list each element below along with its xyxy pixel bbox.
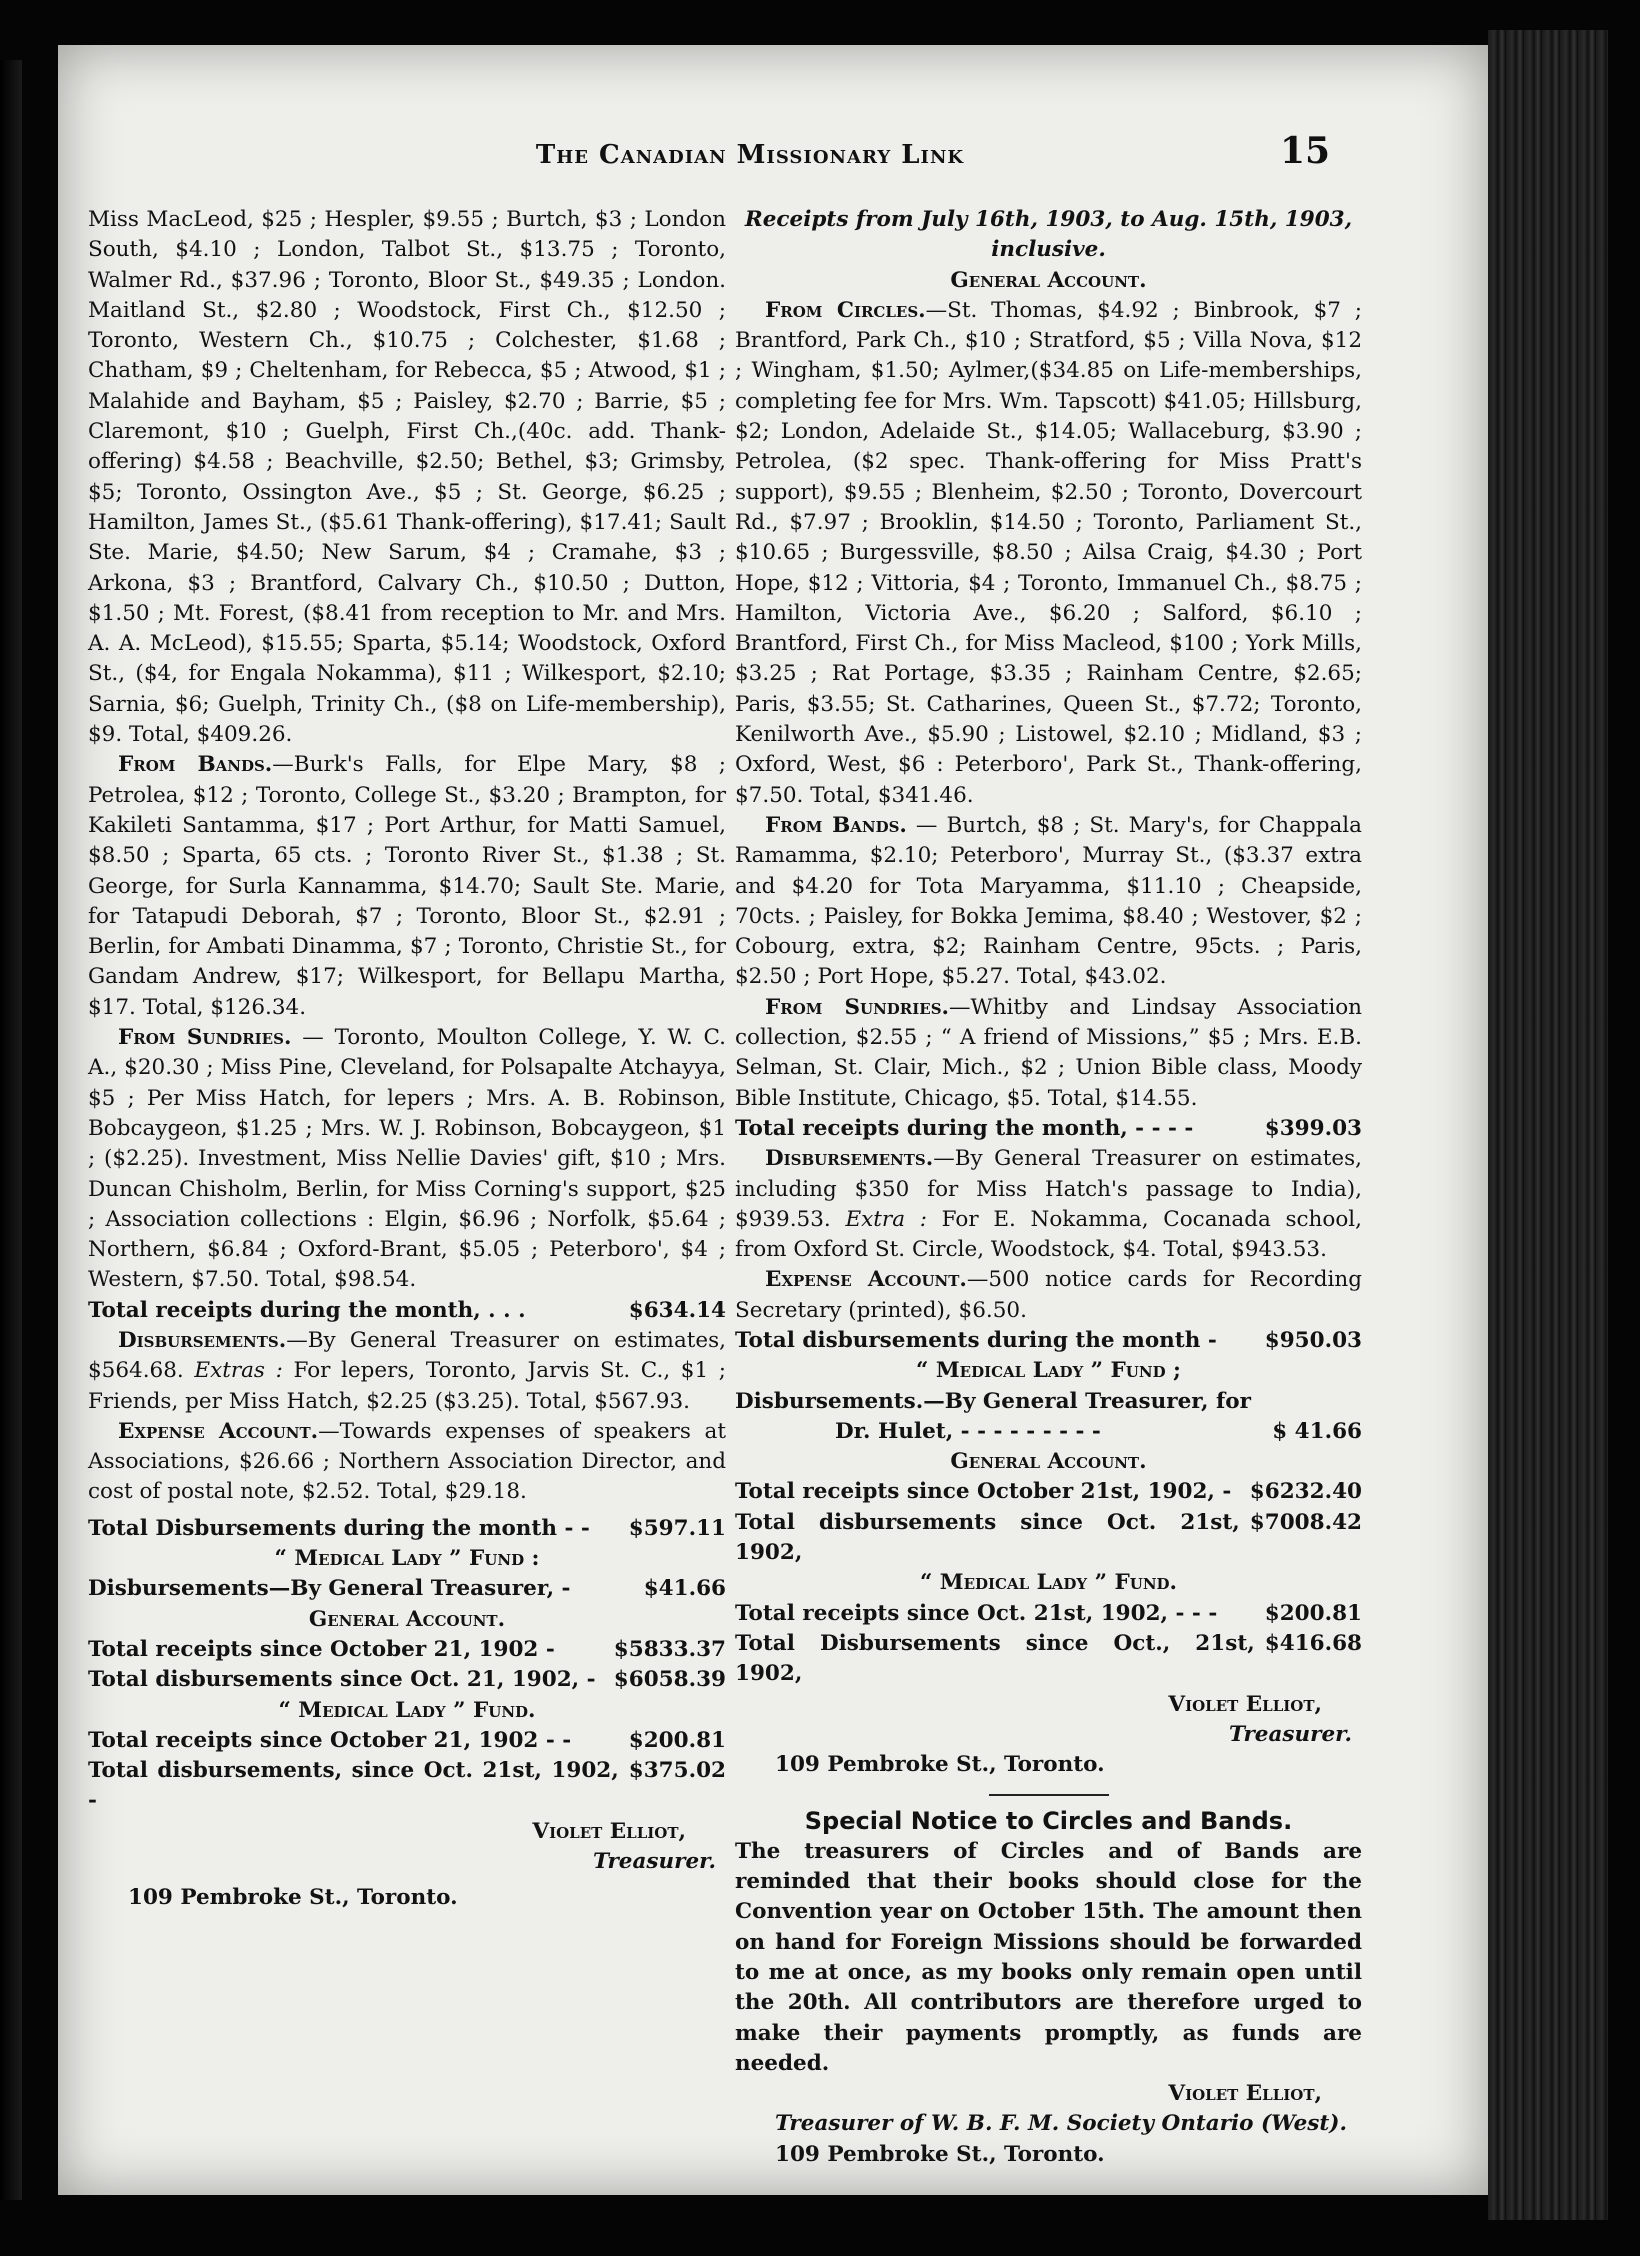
medical-disbursements-total-line-right <box>735 1629 1362 1690</box>
general-account-heading: General Account. <box>308 1606 506 1632</box>
sundries-label-right: From Sundries. <box>765 994 950 1020</box>
sundries-text: — Toronto, Moulton College, Y. W. C. A., $20.30 ; Miss Pine, Cleveland, for Polsapalte Atchayya, $5 ; Per Miss Hatch, for lepers ; Mrs. A. B. Robinson, Bobcaygeon, $1.25 ; Mrs. W. J. Robinson, Bobcaygeon, $1 ; ($2.25). Investment, Miss Nellie Davies' gift, $10 ; Mrs. Duncan Chisholm, Berlin, for Miss Corning's support, $25 ; Association collections : Elgin, $6.96 ; Norfolk, $5.64 ; Northern, $6.84 ; Oxford-Brant, $5.05 ; Peterboro', $4 ; Western, $7.50. Total, $98.54. <box>88 1025 726 1293</box>
total-receipts-label-right: Total receipts during the month, - - - - <box>735 1115 1194 1141</box>
notice-address: 109 Pembroke St., Toronto. <box>775 2141 1105 2167</box>
bands-text-right: — Burtch, $8 ; St. Mary's, for Chappala Ramamma, $2.10; Peterboro', Murray St., ($3.37 extra and $4.20 for Tota Maryamma, $11.10 ; Cheapside, 70cts. ; Paisley, for Bokka Jemima, $8.40 ; Westover, $2 ; Cobourg, extra, $2; Rainham Centre, 95cts. ; Paris, $2.50 ; Port Hope, $5.27. Total, $43.02. <box>735 812 1362 990</box>
signature-right: Violet Elliot, <box>1168 1691 1322 1717</box>
total-disbursements-line-right <box>735 1326 1362 1356</box>
address: 109 Pembroke St., Toronto. <box>128 1885 458 1911</box>
total-disbursements-label: Total Disbursements during the month - - <box>88 1515 590 1541</box>
medical-disbursements-amount-right: $ 41.66 <box>1272 1418 1362 1444</box>
disbursements-paragraph-right <box>735 1144 1362 1265</box>
medical-receipts-amount-right: $200.81 <box>1264 1600 1362 1626</box>
general-receipts-amount: $5833.37 <box>613 1636 726 1662</box>
general-receipts-amount-right: $6232.40 <box>1249 1479 1362 1505</box>
medical-fund-heading-2: “ Medical Lady ” Fund. <box>278 1697 536 1723</box>
circles-receipts-continued: Miss MacLeod, $25 ; Hespler, $9.55 ; Burtch, $3 ; London South, $4.10 ; London, Talbot St., $13.75 ; Toronto, Walmer Rd., $37.96 ; Toronto, Bloor St., $49.35 ; London. Maitland St., $2.80 ; Woodstock, First Ch., $12.50 ; Toronto, Western Ch., $10.75 ; Colchester, $1.68 ; Chatham, $9 ; Cheltenham, for Rebecca, $5 ; Atwood, $1 ; Malahide and Bayham, $5 ; Paisley, $2.70 ; Barrie, $5 ; Claremont, $10 ; Guelph, First Ch.,(40c. add. Thank-offering) $4.58 ; Beachville, $2.50; Bethel, $3; Grimsby, $5; Toronto, Ossington Ave., $5 ; St. George, $6.25 ; Hamilton, James St., ($5.61 Thank-offering), $17.41; Sault Ste. Marie, $4.50; New Sarum, $4 ; Cramahe, $3 ; Arkona, $3 ; Brantford, Calvary Ch., $10.50 ; Dutton, $1.50 ; Mt. Forest, ($8.41 from reception to Mr. and Mrs. A. A. McLeod), $15.55; Sparta, $5.14; Woodstock, Oxford St., ($4, for Engala Nokamma), $11 ; Wilkesport, $2.10; Sarnia, $6; Guelph, Trinity Ch., ($8 on Life-membership), $9. Total, $409.26. <box>88 207 726 748</box>
medical-disbursements-line <box>88 1574 726 1604</box>
bands-text: —Burk's Falls, for Elpe Mary, $8 ; Petrolea, $12 ; Toronto, College St., $3.20 ; Brampton, for Kakileti Santamma, $17 ; Port Arthur, for Matti Samuel, $8.50 ; Sparta, 65 cts. ; Toronto River St., $1.38 ; St. George, for Surla Kannamma, $14.70; Sault Ste. Marie, for Tatapudi Deborah, $7 ; Toronto, Bloor St., $2.91 ; Berlin, for Ambati Dinamma, $7 ; Toronto, Christie St., for Gandam Andrew, $17; Wilkesport, for Bellapu Martha, $17. Total, $126.34. <box>88 752 727 1020</box>
notice-signature-title: Treasurer of W. B. F. M. Society Ontario (West). <box>775 2111 1347 2137</box>
general-disbursements-label: Total disbursements since Oct. 21, 1902, - <box>88 1667 596 1693</box>
medical-fund-heading: “ Medical Lady ” Fund : <box>274 1546 540 1572</box>
receipts-title: Receipts from July 16th, 1903, to Aug. 15th, 1903, inclusive. <box>744 207 1353 263</box>
extras-text: For lepers, Toronto, Jarvis St. C., $1 ; Friends, per Miss Hatch, $2.25 ($3.25). Total, $567.93. <box>88 1358 727 1414</box>
section-divider <box>989 1794 1109 1796</box>
medical-fund-heading-right-2: “ Medical Lady ” Fund. <box>919 1570 1178 1596</box>
medical-receipts-label-right: Total receipts since Oct. 21st, 1902, - - - <box>735 1600 1218 1626</box>
medical-disbursements-label: Disbursements—By General Treasurer, - <box>88 1576 571 1602</box>
medical-disbursements-line-right <box>735 1417 1362 1447</box>
notice-heading: Special Notice to Circles and Bands. <box>804 1807 1293 1836</box>
extras-label: Extras : <box>194 1358 283 1384</box>
signature-title: Treasurer. <box>593 1849 716 1875</box>
expense-paragraph <box>88 1417 726 1508</box>
total-disbursements-amount-right: $950.03 <box>1264 1327 1362 1353</box>
medical-receipts-line <box>88 1726 726 1756</box>
medical-receipts-amount: $200.81 <box>628 1727 726 1753</box>
notice-text: The treasurers of Circles and of Bands are reminded that their books should close for the Convention year on October 15th. The amount then on hand for Foreign Missions should be forwarded to me at once, as my books only remain open until the 20th. All contributors are therefore urged to make their payments promptly, as funds are needed. <box>735 1838 1362 2076</box>
general-receipts-label-right: Total receipts since October 21st, 1902, - <box>735 1479 1232 1505</box>
bands-label: From Bands. <box>118 752 273 778</box>
disbursements-text: —By General Treasurer on estimates, $564.68. <box>88 1327 726 1384</box>
address-right: 109 Pembroke St., Toronto. <box>775 1752 1105 1778</box>
circles-paragraph <box>735 296 1362 811</box>
expense-text: —Towards expenses of speakers at Associations, $26.66 ; Northern Association Director, and cost of postal note, $2.52. Total, $29.18. <box>88 1418 727 1505</box>
expense-label-right: Expense Account. <box>765 1267 967 1293</box>
total-disbursements-amount: $597.11 <box>628 1515 726 1541</box>
total-disbursements-label-right: Total disbursements during the month - <box>735 1327 1217 1353</box>
left-column <box>88 205 726 1914</box>
bands-paragraph <box>88 750 726 1023</box>
general-disbursements-amount-right: $7008.42 <box>1249 1509 1362 1535</box>
special-notice <box>735 1806 1362 2170</box>
medical-disbursements-text-right: Disbursements.—By General Treasurer, for <box>735 1388 1251 1414</box>
general-receipts-line-right <box>735 1477 1362 1507</box>
medical-disbursements-label-right: Dr. Hulet, - - - - - - - - - <box>835 1418 1101 1444</box>
medical-receipts-label: Total receipts since October 21, 1902 - - <box>88 1727 572 1753</box>
disbursements-label: Disbursements. <box>118 1327 287 1353</box>
expense-label: Expense Account. <box>118 1418 319 1444</box>
bands-paragraph-right <box>735 811 1362 993</box>
general-disbursements-line <box>88 1665 726 1695</box>
disbursements-label-right: Disbursements. <box>765 1146 934 1172</box>
sundries-paragraph <box>88 1023 726 1296</box>
notice-signature: Violet Elliot, <box>1168 2081 1322 2107</box>
sundries-paragraph-right <box>735 993 1362 1114</box>
expense-text-right: —500 notice cards for Recording Secretary (printed), $6.50. <box>735 1267 1363 1323</box>
medical-disbursements-total-line <box>88 1756 726 1817</box>
medical-receipts-line-right <box>735 1599 1362 1629</box>
general-account-heading-right: General Account. <box>950 267 1147 293</box>
extra-text-right: For E. Nokamma, Cocanada school, from Oxford St. Circle, Woodstock, $4. Total, $943.53. <box>735 1206 1362 1263</box>
signature-title-right: Treasurer. <box>1229 1721 1352 1747</box>
total-receipts-amount-right: $399.03 <box>1264 1115 1362 1141</box>
total-receipts-amount: $634.14 <box>628 1297 726 1323</box>
sundries-label: From Sundries. <box>118 1025 292 1051</box>
sundries-text-right: —Whitby and Lindsay Association collection, $2.55 ; “ A friend of Missions,” $5 ; Mrs. E.B. Selman, St. Clair, Mich., $2 ; Union Bible class, Moody Bible Institute, Chicago, $5. Total, $14.55. <box>735 994 1362 1111</box>
medical-disbursements-total-label-right: Total Disbursements since Oct., 21st, 1902, <box>735 1630 1255 1687</box>
medical-fund-heading-right: “ Medical Lady ” Fund ; <box>915 1358 1181 1384</box>
medical-disbursements-amount: $41.66 <box>643 1576 726 1602</box>
expense-paragraph-right <box>735 1265 1362 1326</box>
right-column <box>735 205 1362 2170</box>
general-receipts-label: Total receipts since October 21, 1902 - <box>88 1636 555 1662</box>
circles-label: From Circles. <box>765 297 926 323</box>
general-disbursements-amount: $6058.39 <box>613 1667 726 1693</box>
total-receipts-label: Total receipts during the month, . . . <box>88 1297 526 1323</box>
general-account-heading-right-2: General Account. <box>950 1449 1147 1475</box>
extra-label-right: Extra : <box>845 1206 927 1232</box>
general-disbursements-label-right: Total disbursements since Oct. 21st, 1902, <box>735 1509 1240 1566</box>
book-page-edges <box>1488 30 1608 2220</box>
page-header-title: The Canadian Missionary Link <box>535 140 965 170</box>
bands-label-right: From Bands. <box>765 812 907 838</box>
total-receipts-line-right <box>735 1114 1362 1144</box>
circles-text: —St. Thomas, $4.92 ; Binbrook, $7 ; Brantford, Park Ch., $10 ; Stratford, $5 ; Villa Nova, $12 ; Wingham, $1.50; Aylmer,($34.85 on Life-memberships, completing fee for Mrs. Wm. Tapscott) $41.05; Hillsburg, $2; London, Adelaide St., $14.05; Wallaceburg, $3.90 ; Petrolea, ($2 spec. Thank-offering for Miss Pratt's support), $9.55 ; Blenheim, $2.50 ; Toronto, Dovercourt Rd., $7.97 ; Brooklin, $14.50 ; Toronto, Parliament St., $10.65 ; Burgessville, $8.50 ; Ailsa Craig, $4.30 ; Port Hope, $12 ; Vittoria, $4 ; Toronto, Immanuel Ch., $8.75 ; Hamilton, Victoria Ave., $6.20 ; Salford, $6.10 ; Brantford, First Ch., for Miss Macleod, $100 ; York Mills, $3.25 ; Rat Portage, $3.35 ; Rainham Centre, $2.65; Paris, $3.55; St. Catharines, Queen St., $7.72; Toronto, Kenilworth Ave., $5.90 ; Listowel, $2.10 ; Midland, $3 ; Oxford, West, $6 : Peterboro', Park St., Thank-offering, $7.50. Total, $341.46. <box>735 297 1362 808</box>
general-receipts-line <box>88 1635 726 1665</box>
medical-disbursements-total-label: Total disbursements, since Oct. 21st, 1902, - <box>88 1758 619 1814</box>
total-disbursements-line <box>88 1514 726 1544</box>
book-gutter-left <box>0 60 22 2200</box>
general-disbursements-line-right <box>735 1508 1362 1569</box>
medical-disbursements-total-amount: $375.02 <box>628 1758 726 1784</box>
total-receipts-line <box>88 1296 726 1326</box>
page-number: 15 <box>1280 130 1331 172</box>
signature: Violet Elliot, <box>532 1818 686 1844</box>
medical-disbursements-total-amount-right: $416.68 <box>1264 1630 1362 1656</box>
disbursements-text-right: —By General Treasurer on estimates, including $350 for Miss Hatch's passage to India), $939.53. <box>735 1146 1362 1232</box>
disbursements-paragraph <box>88 1326 726 1417</box>
